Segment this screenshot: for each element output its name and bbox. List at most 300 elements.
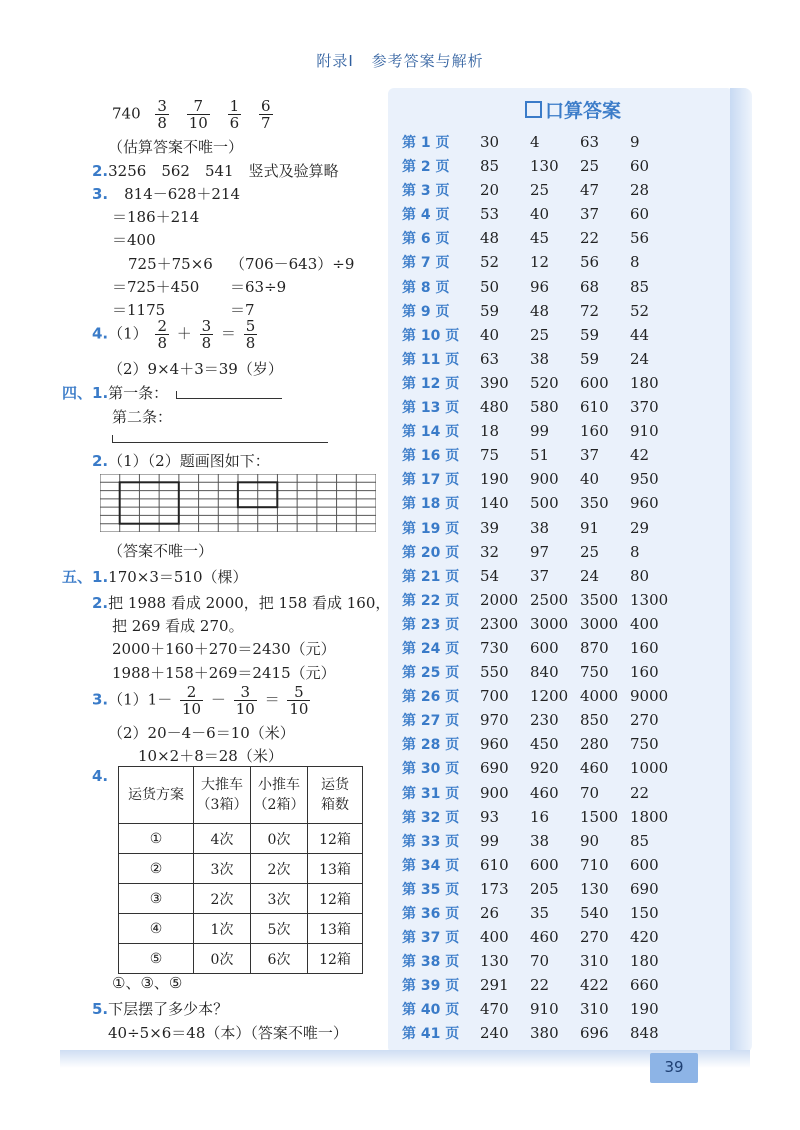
kousuan-value: 310 <box>580 1000 609 1019</box>
kousuan-value: 60 <box>630 157 650 176</box>
line-second-tick <box>112 435 113 443</box>
kousuan-value: 9 <box>630 133 640 151</box>
section5-q4-num: 4. <box>92 767 109 785</box>
section5-q5-l2: 40÷5×6＝48（本）（答案不唯一） <box>108 1024 348 1042</box>
table-cell: 3次 <box>251 884 308 914</box>
kousuan-value: 80 <box>630 566 650 585</box>
kousuan-value: 99 <box>480 831 500 850</box>
table-row <box>119 824 363 854</box>
table-cell: 6次 <box>251 944 308 974</box>
kousuan-value: 696 <box>580 1024 609 1043</box>
kousuan-page-label: 第 19 页 <box>402 520 460 537</box>
kousuan-page-label: 第 14 页 <box>402 424 460 441</box>
kousuan-value: 28 <box>630 181 650 200</box>
header-title: 参考答案与解析 <box>371 52 484 70</box>
kousuan-page-label: 第 23 页 <box>402 616 460 633</box>
kousuan-value: 56 <box>630 229 650 248</box>
q3-line5a: ＝725＋450 <box>112 278 200 296</box>
table-cell: 12箱 <box>308 824 363 854</box>
table-cell: 0次 <box>251 824 308 854</box>
table-row <box>119 884 363 914</box>
kousuan-value: 60 <box>630 205 650 224</box>
section5-q2-l1: 2.把 1988 看成 2000，把 158 看成 160， <box>92 594 391 612</box>
kousuan-page-label: 第 24 页 <box>402 640 460 657</box>
kousuan-value: 960 <box>480 735 509 754</box>
kousuan-page-label: 第 41 页 <box>402 1026 460 1043</box>
kousuan-value: 240 <box>480 1024 509 1043</box>
kousuan-value: 59 <box>580 325 600 344</box>
kousuan-page-label: 第 30 页 <box>402 761 460 778</box>
kousuan-row <box>402 925 680 949</box>
kousuan-value: 400 <box>630 614 659 633</box>
kousuan-value: 40 <box>480 325 500 344</box>
kousuan-row <box>402 491 680 515</box>
kousuan-row <box>402 1021 680 1045</box>
kousuan-value: 580 <box>530 398 559 417</box>
kousuan-value: 90 <box>580 831 600 850</box>
kousuan-page-label: 第 16 页 <box>402 448 460 465</box>
kousuan-value: 970 <box>480 711 509 730</box>
kousuan-value: 660 <box>630 976 659 995</box>
q3-line6b: ＝7 <box>230 301 255 319</box>
kousuan-row <box>402 732 680 756</box>
line-second <box>112 442 328 443</box>
kousuan-value: 44 <box>630 325 650 344</box>
kousuan-value: 68 <box>580 277 600 296</box>
kousuan-page-label: 第 22 页 <box>402 592 460 609</box>
kousuan-page-label: 第 20 页 <box>402 544 460 561</box>
table-cell: 12箱 <box>308 944 363 974</box>
kousuan-value: 3000 <box>530 614 569 633</box>
kousuan-value: 460 <box>530 783 559 802</box>
table-cell: 4次 <box>194 824 251 854</box>
kousuan-value: 85 <box>480 157 500 176</box>
kousuan-value: 750 <box>630 735 659 754</box>
kousuan-value: 870 <box>580 638 609 657</box>
kousuan-value: 130 <box>530 157 559 176</box>
kousuan-page-label: 第 36 页 <box>402 906 460 922</box>
kousuan-page-label: 第 34 页 <box>402 857 460 874</box>
kousuan-page-label: 第 10 页 <box>402 327 460 344</box>
kousuan-row <box>402 805 680 829</box>
kousuan-value: 291 <box>480 976 509 995</box>
kousuan-row <box>402 588 680 612</box>
kousuan-value: 40 <box>530 205 550 224</box>
table-header: 运货方案 <box>119 767 194 824</box>
kousuan-page-label: 第 13 页 <box>402 400 460 417</box>
kousuan-value: 22 <box>580 229 600 248</box>
q3-line4b: （706－643）÷9 <box>230 255 355 273</box>
kousuan-page-label: 第 40 页 <box>402 1002 460 1019</box>
kousuan-row <box>402 467 680 491</box>
kousuan-value: 460 <box>530 928 559 947</box>
kousuan-value: 22 <box>630 783 650 802</box>
kousuan-value: 270 <box>580 928 609 947</box>
kousuan-value: 420 <box>630 928 659 947</box>
kousuan-value: 48 <box>480 229 500 248</box>
kousuan-value: 38 <box>530 831 550 850</box>
kousuan-value: 160 <box>630 638 659 657</box>
table-cell: 3次 <box>194 854 251 884</box>
panel-shadow <box>60 1050 750 1068</box>
q4-line1: 4.（1） $\frac{2}{8}$ ＋ $\frac{3}{8}$ ＝ $\frac{5}{8}$ <box>92 317 256 352</box>
kousuan-value: 920 <box>530 759 559 778</box>
kousuan-page-label: 第 6 页 <box>402 231 450 248</box>
kousuan-value: 52 <box>630 301 650 320</box>
kousuan-value: 4 <box>530 133 540 151</box>
kousuan-value: 52 <box>480 253 500 272</box>
kousuan-row <box>402 636 680 660</box>
kousuan-value: 460 <box>580 759 609 778</box>
kousuan-page-label: 第 11 页 <box>402 351 460 368</box>
kousuan-value: 310 <box>580 952 609 971</box>
section5-q1: 五、1.170×3＝510（棵） <box>62 568 248 586</box>
kousuan-value: 910 <box>530 1000 559 1019</box>
kousuan-value: 422 <box>580 976 609 995</box>
kousuan-value: 700 <box>480 687 509 706</box>
kousuan-page-label: 第 21 页 <box>402 568 460 585</box>
kousuan-value: 1000 <box>630 759 669 778</box>
section4-note: （答案不唯一） <box>108 542 214 560</box>
kousuan-value: 50 <box>480 277 500 296</box>
table-header: 小推车 （2箱） <box>251 767 308 824</box>
kousuan-value: 900 <box>480 783 509 802</box>
kousuan-row <box>402 756 680 780</box>
kousuan-row <box>402 564 680 588</box>
kousuan-page-label: 第 4 页 <box>402 207 450 224</box>
kousuan-value: 900 <box>530 470 559 489</box>
q3-line3: ＝400 <box>112 231 156 249</box>
kousuan-value: 70 <box>580 783 600 802</box>
section5-q3-l1: 3.（1）1－ $\frac{2}{10}$ － $\frac{3}{10}$ ＝ $\frac{5}{10}$ <box>92 683 309 718</box>
kousuan-value: 130 <box>480 952 509 971</box>
q2: 2.3256 562 541 竖式及验算略 <box>92 162 339 180</box>
kousuan-page-label: 第 7 页 <box>402 255 450 272</box>
kousuan-value: 12 <box>530 253 550 272</box>
table-cell: ④ <box>119 914 194 944</box>
page-number: 39 <box>650 1053 698 1083</box>
kousuan-value: 540 <box>580 904 609 922</box>
kousuan-row <box>402 973 680 997</box>
kousuan-value: 1300 <box>630 590 669 609</box>
kousuan-value: 600 <box>530 855 559 874</box>
line-first-tick <box>176 391 177 399</box>
kousuan-row <box>402 516 680 540</box>
kousuan-value: 850 <box>580 711 609 730</box>
kousuan-value: 25 <box>530 325 550 344</box>
kousuan-page-label: 第 1 页 <box>402 135 450 151</box>
section5-q3-l3: 10×2＋8＝28（米） <box>138 747 283 765</box>
kousuan-value: 450 <box>530 735 559 754</box>
kousuan-row <box>402 781 680 805</box>
transport-plan-table <box>118 766 363 974</box>
table-cell: 13箱 <box>308 854 363 884</box>
kousuan-value: 24 <box>580 566 600 585</box>
section4-q1: 四、1.第一条： <box>62 384 169 402</box>
kousuan-row <box>402 443 680 467</box>
kousuan-value: 690 <box>480 759 509 778</box>
rectangle-drawing <box>120 482 179 523</box>
section5-q5-l1: 5.下层摆了多少本？ <box>92 1000 229 1018</box>
kousuan-value: 1500 <box>580 807 619 826</box>
kousuan-page-label: 第 12 页 <box>402 375 460 392</box>
kousuan-row <box>402 540 680 564</box>
kousuan-value: 400 <box>480 928 509 947</box>
kousuan-value: 47 <box>580 181 600 200</box>
kousuan-row <box>402 997 680 1021</box>
kousuan-row <box>402 202 680 226</box>
kousuan-value: 610 <box>580 398 609 417</box>
table-cell: 0次 <box>194 944 251 974</box>
kousuan-page-label: 第 18 页 <box>402 496 460 513</box>
kousuan-value: 550 <box>480 663 509 682</box>
kousuan-value: 70 <box>530 952 550 971</box>
kousuan-value: 280 <box>580 735 609 754</box>
kousuan-value: 390 <box>480 373 509 392</box>
kousuan-value: 380 <box>530 1024 559 1043</box>
kousuan-page-label: 第 2 页 <box>402 159 450 176</box>
kousuan-rows <box>402 130 680 1046</box>
kousuan-page-label: 第 38 页 <box>402 954 460 971</box>
kousuan-row <box>402 130 680 154</box>
fraction: $\frac{1}{6}$ <box>229 97 240 132</box>
kousuan-value: 190 <box>480 470 509 489</box>
kousuan-row <box>402 250 680 274</box>
section5-q2-l3: 2000＋160＋270＝2430（元） <box>112 640 336 658</box>
kousuan-value: 4000 <box>580 687 619 706</box>
kousuan-row <box>402 853 680 877</box>
kousuan-value: 160 <box>580 422 609 441</box>
kousuan-page-label: 第 9 页 <box>402 303 450 320</box>
drawing-grid <box>100 474 376 532</box>
kousuan-value: 960 <box>630 494 659 513</box>
kousuan-value: 848 <box>630 1024 659 1043</box>
kousuan-value: 710 <box>580 855 609 874</box>
fraction: $\frac{7}{10}$ <box>188 97 208 132</box>
kousuan-value: 690 <box>630 879 659 898</box>
kousuan-value: 40 <box>580 470 600 489</box>
kousuan-value: 22 <box>530 976 550 995</box>
section4-second: 第二条： <box>112 408 173 426</box>
kousuan-page-label: 第 17 页 <box>402 472 460 489</box>
section5-q4-answer: ①、③、⑤ <box>112 974 183 992</box>
kousuan-row <box>402 708 680 732</box>
kousuan-value: 350 <box>580 494 609 513</box>
kousuan-value: 63 <box>480 349 500 368</box>
value-740: 740 <box>112 104 141 123</box>
kousuan-page-label: 第 26 页 <box>402 689 460 706</box>
kousuan-value: 93 <box>480 807 500 826</box>
table-cell: ① <box>119 824 194 854</box>
kousuan-row <box>402 660 680 684</box>
table-cell: 13箱 <box>308 914 363 944</box>
kousuan-value: 18 <box>480 422 500 441</box>
kousuan-title-text: 口算答案 <box>545 100 622 122</box>
kousuan-page-label: 第 28 页 <box>402 737 460 754</box>
kousuan-value: 160 <box>630 663 659 682</box>
kousuan-value: 72 <box>580 301 600 320</box>
kousuan-value: 96 <box>530 277 550 296</box>
table-cell: ③ <box>119 884 194 914</box>
kousuan-value: 140 <box>480 494 509 513</box>
kousuan-value: 205 <box>530 879 559 898</box>
estimate-note: （估算答案不唯一） <box>108 138 244 156</box>
kousuan-value: 150 <box>630 904 659 922</box>
kousuan-value: 25 <box>530 181 550 200</box>
kousuan-value: 85 <box>630 831 650 850</box>
line-first <box>176 398 282 399</box>
kousuan-value: 1800 <box>630 807 669 826</box>
kousuan-value: 56 <box>580 253 600 272</box>
section5-q2-l4: 1988＋158＋269＝2415（元） <box>112 664 336 682</box>
kousuan-page-label: 第 32 页 <box>402 809 460 826</box>
kousuan-page-label: 第 27 页 <box>402 713 460 730</box>
kousuan-row <box>402 395 680 419</box>
q3-line2: ＝186＋214 <box>112 208 200 226</box>
kousuan-value: 25 <box>580 157 600 176</box>
kousuan-value: 180 <box>630 952 659 971</box>
kousuan-value: 42 <box>630 446 650 465</box>
table-row <box>119 854 363 884</box>
kousuan-page-label: 第 8 页 <box>402 279 450 296</box>
kousuan-row <box>402 612 680 636</box>
kousuan-value: 600 <box>530 638 559 657</box>
kousuan-value: 53 <box>480 205 500 224</box>
kousuan-value: 730 <box>480 638 509 657</box>
kousuan-value: 8 <box>630 542 640 561</box>
kousuan-value: 600 <box>580 373 609 392</box>
kousuan-row <box>402 347 680 371</box>
kousuan-page-label: 第 25 页 <box>402 665 460 682</box>
kousuan-row <box>402 949 680 973</box>
table-cell: ⑤ <box>119 944 194 974</box>
kousuan-value: 3500 <box>580 590 619 609</box>
kousuan-value: 97 <box>530 542 550 561</box>
table-row <box>119 914 363 944</box>
kousuan-value: 39 <box>480 518 500 537</box>
kousuan-value: 37 <box>580 205 600 224</box>
panel-edge <box>730 88 752 1053</box>
kousuan-value: 8 <box>630 253 640 272</box>
kousuan-row <box>402 226 680 250</box>
kousuan-value: 45 <box>530 229 550 248</box>
kousuan-value: 25 <box>580 542 600 561</box>
kousuan-page-label: 第 31 页 <box>402 785 460 802</box>
table-cell: 12箱 <box>308 884 363 914</box>
kousuan-page-label: 第 37 页 <box>402 930 460 947</box>
kousuan-value: 910 <box>630 422 659 441</box>
kousuan-value: 230 <box>530 711 559 730</box>
kousuan-row <box>402 154 680 178</box>
kousuan-value: 840 <box>530 663 559 682</box>
kousuan-value: 59 <box>480 301 500 320</box>
kousuan-row <box>402 877 680 901</box>
kousuan-value: 950 <box>630 470 659 489</box>
page-header <box>0 50 800 71</box>
kousuan-value: 85 <box>630 277 650 296</box>
kousuan-value: 91 <box>580 518 600 537</box>
kousuan-value: 99 <box>530 422 550 441</box>
table-cell: 5次 <box>251 914 308 944</box>
kousuan-value: 2300 <box>480 614 519 633</box>
kousuan-value: 37 <box>530 566 550 585</box>
kousuan-value: 59 <box>580 349 600 368</box>
kousuan-row <box>402 275 680 299</box>
kousuan-value: 20 <box>480 181 500 200</box>
kousuan-value: 48 <box>530 301 550 320</box>
table-header: 大推车 （3箱） <box>194 767 251 824</box>
table-cell: 1次 <box>194 914 251 944</box>
kousuan-value: 51 <box>530 446 550 465</box>
q4-line2: （2）9×4＋3＝39（岁） <box>108 360 283 378</box>
kousuan-value: 37 <box>580 446 600 465</box>
kousuan-value: 29 <box>630 518 650 537</box>
kousuan-row <box>402 323 680 347</box>
table-cell: 2次 <box>251 854 308 884</box>
kousuan-value: 1200 <box>530 687 569 706</box>
kousuan-value: 26 <box>480 904 500 922</box>
answer-line-1 <box>112 98 276 131</box>
kousuan-row <box>402 684 680 708</box>
kousuan-value: 32 <box>480 542 500 561</box>
kousuan-value: 750 <box>580 663 609 682</box>
kousuan-page-label: 第 39 页 <box>402 978 460 995</box>
kousuan-row <box>402 829 680 853</box>
kousuan-row <box>402 901 680 925</box>
kousuan-value: 38 <box>530 518 550 537</box>
kousuan-title <box>525 96 621 123</box>
appendix-label: 附录Ⅰ <box>316 52 354 70</box>
kousuan-value: 30 <box>480 133 500 151</box>
kousuan-value: 130 <box>580 879 609 898</box>
kousuan-value: 75 <box>480 446 500 465</box>
kousuan-value: 270 <box>630 711 659 730</box>
section4-q2: 2.（1）（2）题画图如下： <box>92 452 270 470</box>
kousuan-value: 370 <box>630 398 659 417</box>
kousuan-value: 63 <box>580 133 600 151</box>
kousuan-value: 9000 <box>630 687 669 706</box>
q3-line5b: ＝63÷9 <box>230 278 287 296</box>
box-icon <box>525 101 542 118</box>
kousuan-page-label: 第 35 页 <box>402 881 460 898</box>
kousuan-value: 500 <box>530 494 559 513</box>
q3: 3. 814－628＋214 <box>92 185 241 203</box>
q3-line4a: 725＋75×6 <box>128 255 213 273</box>
kousuan-value: 16 <box>530 807 550 826</box>
fraction: $\frac{6}{7}$ <box>260 97 271 132</box>
kousuan-row <box>402 178 680 202</box>
table-cell: ② <box>119 854 194 884</box>
kousuan-value: 3000 <box>580 614 619 633</box>
kousuan-value: 520 <box>530 373 559 392</box>
kousuan-value: 173 <box>480 879 509 898</box>
kousuan-row <box>402 419 680 443</box>
kousuan-page-label: 第 33 页 <box>402 833 460 850</box>
table-row <box>119 944 363 974</box>
kousuan-value: 2500 <box>530 590 569 609</box>
kousuan-value: 24 <box>630 349 650 368</box>
q3-line6a: ＝1175 <box>112 301 166 319</box>
kousuan-value: 480 <box>480 398 509 417</box>
kousuan-value: 2000 <box>480 590 519 609</box>
kousuan-row <box>402 371 680 395</box>
kousuan-value: 600 <box>630 855 659 874</box>
kousuan-value: 610 <box>480 855 509 874</box>
kousuan-page-label: 第 3 页 <box>402 183 450 200</box>
section5-q3-l2: （2）20－4－6＝10（米） <box>108 724 295 742</box>
table-header: 运货 箱数 <box>308 767 363 824</box>
kousuan-value: 54 <box>480 566 500 585</box>
